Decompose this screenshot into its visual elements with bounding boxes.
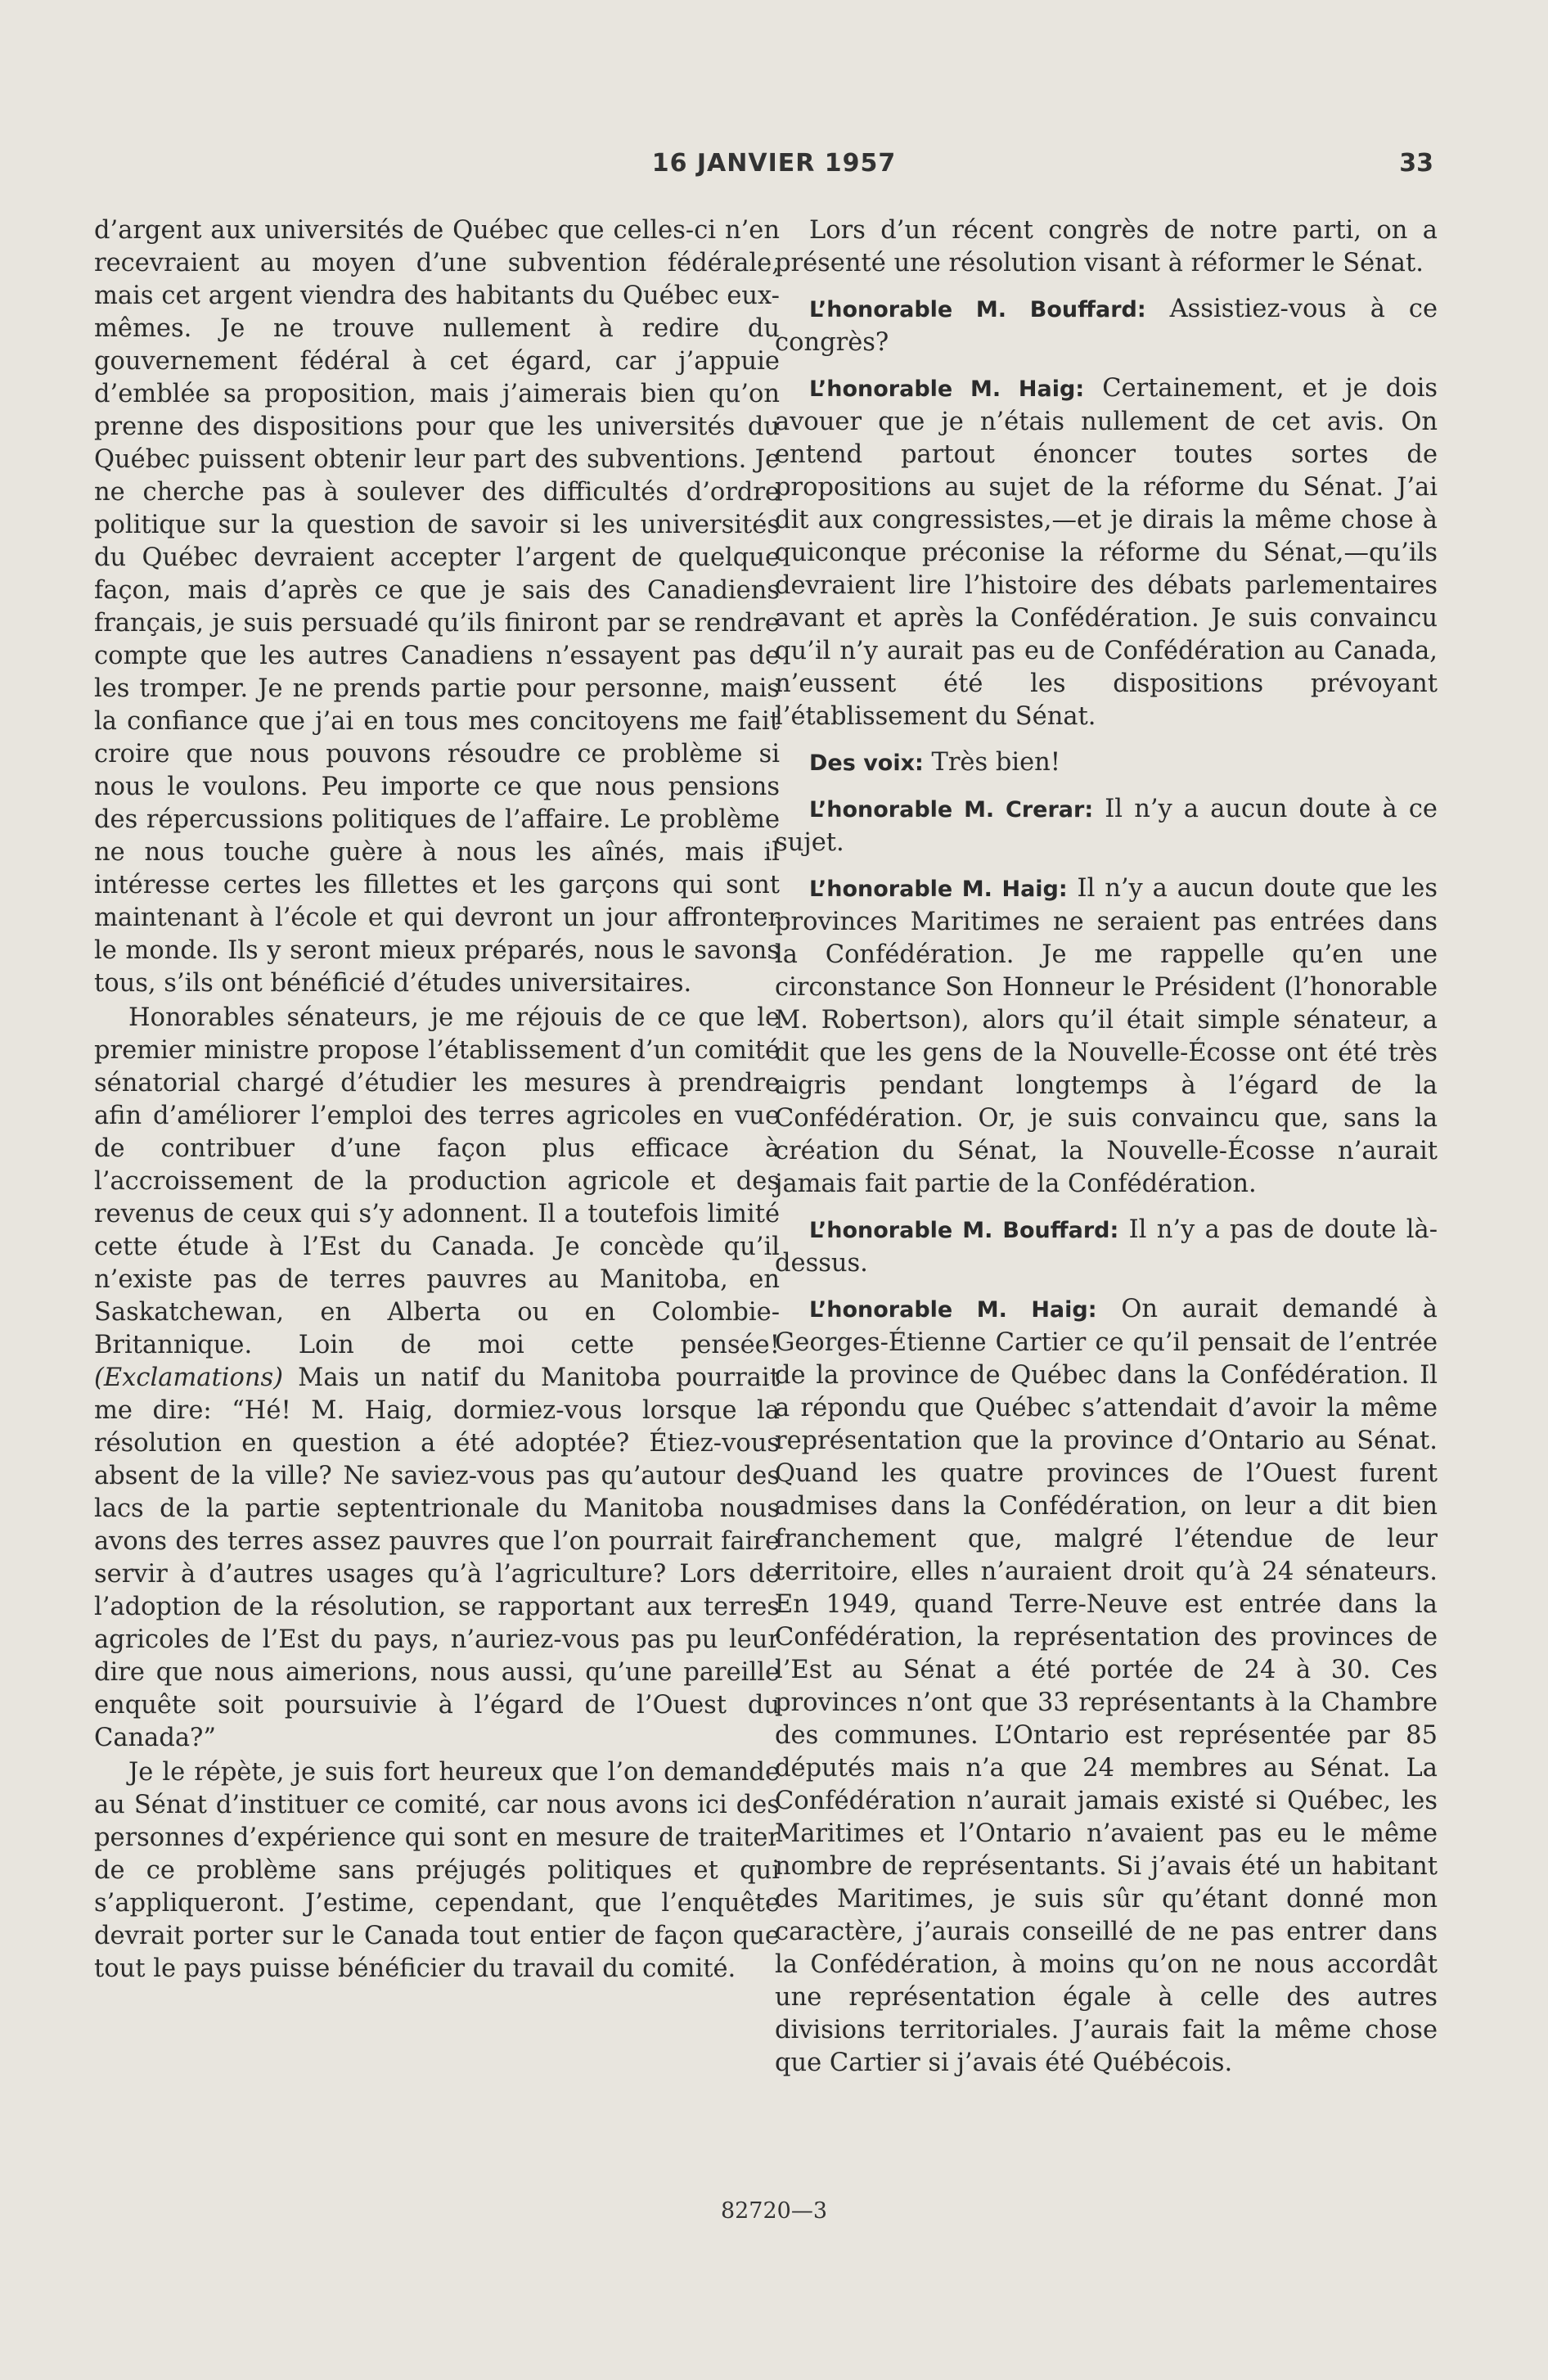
speaker-label: L’honorable M. Haig:: [809, 376, 1085, 402]
paragraph: Je le répète, je suis fort heureux que l’on demande au Sénat d’instituer ce comité, car nous avons ici des personnes d’expérience qui sont en mesure de traiter de ce problème sans préjugés politiques et qui s’appliqueront. J’estime, cependant, que l’enquête devrait porter sur le Canada tout entier de façon que tout le pays puisse bénéficier du travail du comité.: [94, 1758, 780, 1983]
page-header: [0, 149, 1548, 190]
speech-text: Il n’y a aucun doute à ce sujet.: [775, 795, 1438, 857]
speaker-label: L’honorable M. Haig:: [809, 1297, 1097, 1323]
paragraph-text: Lors d’un récent congrès de notre parti, on a présenté une résolution visant à réformer le Sénat.: [775, 216, 1438, 277]
signature-mark: 82720—3: [720, 2198, 828, 2224]
speech: [775, 1293, 1438, 2080]
speech: [775, 872, 1438, 1201]
speaker-label: L’honorable M. Haig:: [809, 877, 1068, 902]
paragraph-text: Mais un natif du Manitoba pourrait me dire: “Hé! M. Haig, dormiez-vous lorsque la résolution en question a été adoptée? Étiez-vous absent de la ville? Ne saviez-vous pas qu’autour des lacs de la partie septentrionale du Manitoba nous avons des terres assez pauvres que l’on pourrait faire servir à d’autres usages qu’à l’agriculture? Lors de l’adoption de la résolution, se rapportant aux terres agricoles de l’Est du pays, n’auriez-vous pas pu leur dire que nous aimerions, nous aussi, qu’une pareille enquête soit poursuivie à l’égard de l’Ouest du Canada?”: [94, 1364, 780, 1752]
speech-text: On aurait demandé à Georges-Étienne Cartier ce qu’il pensait de l’entrée de la province de Québec dans la Confédération. Il a répondu que Québec s’attendait d’avoir la même représentation que la province d’Ontario au Sénat. Quand les quatre provinces de l’Ouest furent admises dans la Confédération, on leur a dit bien franchement que, malgré l’étendue de leur territoire, elles n’auraient droit qu’à 24 sénateurs. En 1949, quand Terre-Neuve est entrée dans la Confédération, la représentation des provinces de l’Est au Sénat a été portée de 24 à 30. Ces provinces n’ont que 33 représentants à la Chambre des communes. L’Ontario est représentée par 85 députés mais n’a que 24 membres au Sénat. La Confédération n’aurait jamais existé si Québec, les Maritimes et l’Ontario n’avaient pas eu le même nombre de représentants. Si j’avais été un habitant des Maritimes, je suis sûr qu’étant donné mon caractère, j’aurais conseillé de ne pas entrer dans la Confédération, à moins qu’on ne nous accordât une représentation égale à celle des autres divisions territoriales. J’aurais fait la même chose que Cartier si j’avais été Québécois.: [775, 1295, 1438, 2077]
speech-text: Certainement, et je dois avouer que je n’étais nullement de cet avis. On entend partout énoncer toutes sortes de propositions au sujet de la réforme du Sénat. J’ai dit aux congressistes,—et je dirais la même chose à quiconque préconise la réforme du Sénat,—qu’ils devraient lire l’histoire des débats parlementaires avant et après la Confédération. Je suis convaincu qu’il n’y aurait pas eu de Confédération au Canada, n’eussent été les dispositions prévoyant l’établissement du Sénat.: [775, 374, 1438, 731]
speech: [775, 293, 1438, 359]
speaker-label: L’honorable M. Bouffard:: [809, 1218, 1119, 1243]
paragraph-text: Honorables sénateurs, je me réjouis de ce que le premier ministre propose l’établissement d’un comité sénatorial chargé d’étudier les mesures à prendre afin d’améliorer l’emploi des terres agricoles en vue de contribuer d’une façon plus efficace à l’accroissement de la production agricole et des revenus de ceux qui s’y adonnent. Il a toutefois limité cette étude à l’Est du Canada. Je concède qu’il n’existe pas de terres pauvres au Manitoba, en Saskatchewan, en Alberta ou en Colombie-Britannique. Loin de moi cette pensée!: [94, 1003, 780, 1359]
paragraph: [94, 1002, 780, 1755]
speaker-label: L’honorable M. Bouffard:: [809, 297, 1146, 322]
speaker-label: Des voix:: [809, 751, 924, 776]
page-date: 16 JANVIER 1957: [651, 149, 897, 178]
speaker-label: L’honorable M. Crerar:: [809, 797, 1094, 823]
speech: [775, 793, 1438, 859]
right-column: [775, 214, 1438, 2093]
paragraph: [775, 214, 1438, 280]
speech-text: Il n’y a pas de doute là-dessus.: [775, 1215, 1438, 1278]
paragraph: d’argent aux universités de Québec que celles-ci n’en recevraient au moyen d’une subvention fédérale, mais cet argent viendra des habitants du Québec eux-mêmes. Je ne trouve nullement à redire du gouvernement fédéral à cet égard, car j’appuie d’emblée sa proposition, mais j’aimerais bien qu’on prenne des dispositions pour que les universités du Québec puissent obtenir leur part des subventions. Je ne cherche pas à soulever des difficultés d’ordre politique sur la question de savoir si les universités du Québec devraient accepter l’argent de quelque façon, mais d’après ce que je sais des Canadiens français, je suis persuadé qu’ils finiront par se rendre compte que les autres Canadiens n’essayent pas de les tromper. Je ne prends partie pour personne, mais la confiance que j’ai en tous mes concitoyens me fait croire que nous pouvons résoudre ce problème si nous le voulons. Peu importe ce que nous pensions des répercussions politiques de l’affaire. Le problème ne nous touche guère à nous les aînés, mais il intéresse certes les fillettes et les garçons qui sont maintenant à l’école et qui devront un jour affronter le monde. Ils y seront mieux préparés, nous le savons tous, s’ils ont bénéficié d’études universitaires.: [94, 216, 780, 998]
speech-text: Assistiez-vous à ce congrès?: [775, 295, 1438, 357]
page-number: 33: [1399, 149, 1433, 178]
speech: [775, 746, 1438, 780]
left-column: [94, 214, 780, 1986]
speech: [775, 1214, 1438, 1280]
speech-text: Il n’y a aucun doute que les provinces Maritimes ne seraient pas entrées dans la Confédération. Je me rappelle qu’en une circonstance Son Honneur le Président (l’honorable M. Robertson), alors qu’il était simple sénateur, a dit que les gens de la Nouvelle-Écosse ont été très aigris pendant longtemps à l’égard de la Confédération. Or, je suis convaincu que, sans la création du Sénat, la Nouvelle-Écosse n’aurait jamais fait partie de la Confédération.: [775, 874, 1438, 1198]
speech: [775, 372, 1438, 733]
speech-text: Très bien!: [923, 748, 1061, 777]
exclamations-note: (Exclamations): [94, 1364, 284, 1392]
